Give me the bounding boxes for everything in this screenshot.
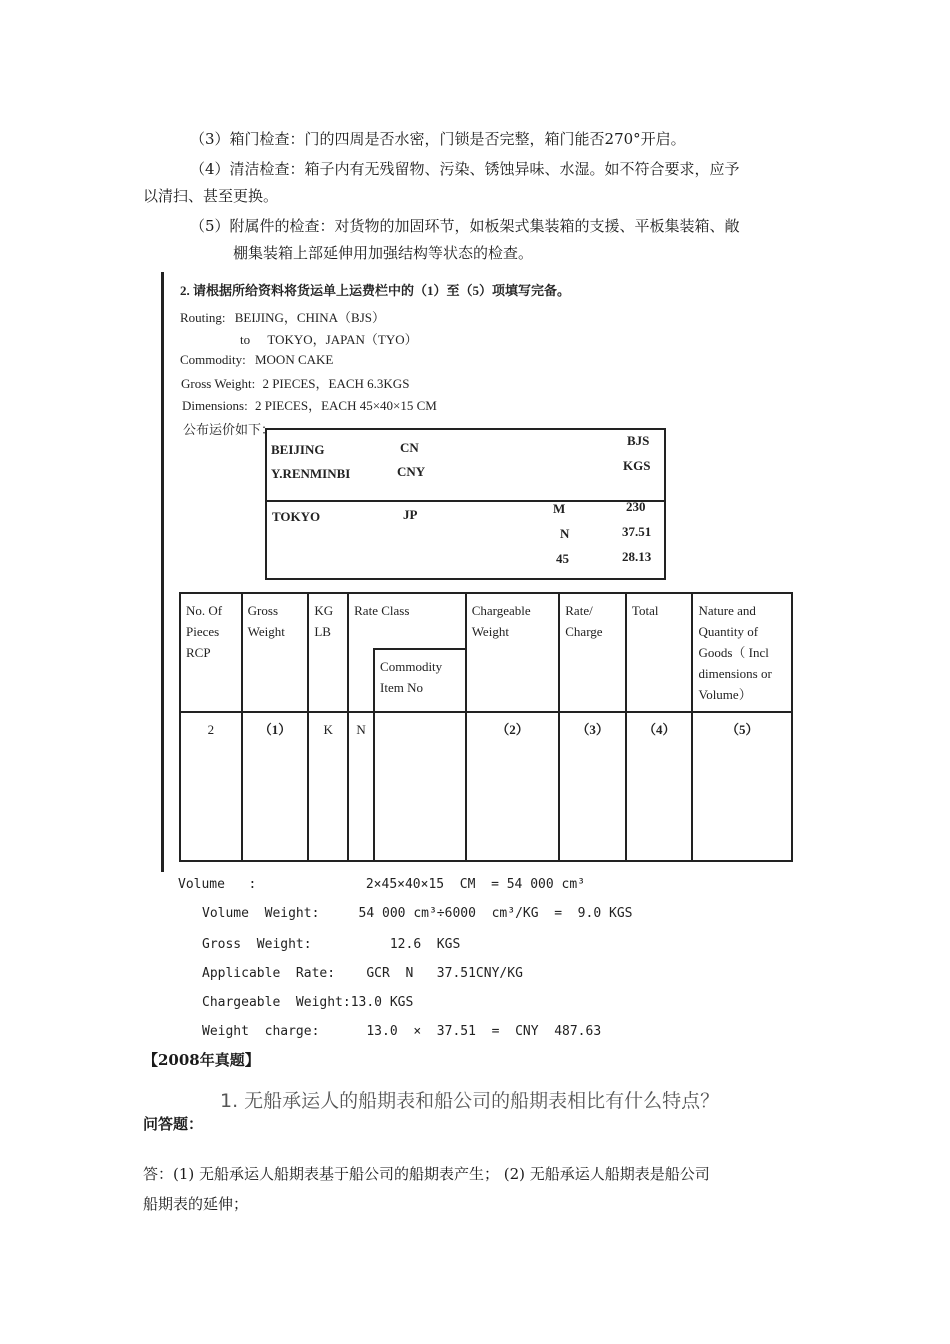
paragraph-accessories-check-line1: （5）附属件的检查：对货物的加固环节，如板架式集装箱的支援、平板集装箱、敞 [190,217,740,235]
dimensions-line [182,395,437,414]
rate-box-country: CN [400,440,419,455]
routing-line [180,307,385,326]
section-2008-heading: 【2008年真题】 [143,1051,260,1069]
rate-value-45: 28.13 [622,549,652,564]
paragraph-cleaning-check-line1: （4）清洁检查：箱子内有无残留物、污染、锈蚀异味、水湿。如不符合要求，应予 [190,160,740,178]
cell-nature-quantity: （5） [692,712,792,861]
header-chargeable-weight [466,593,560,712]
dimensions-value: 2 PIECES，EACH 45×40×15 CM [254,398,437,413]
rate-box-currency-code: CNY [397,464,426,479]
header-rate-class: Rate Class [348,593,466,649]
routing-to: TOKYO，JAPAN（TYO） [267,332,418,347]
rate-code-n: N [560,526,570,541]
cell-kg-lb: K [308,712,348,861]
rate-box-city-code: BJS [627,433,650,448]
answer-line1: 答：(1) 无船承运人船期表基于船公司的船期表产生； (2) 无船承运人船期表是船公司 [143,1165,710,1183]
routing-to-word: to [240,332,251,347]
header-lb: LB [314,624,331,639]
header-gross-line2: Weight [247,624,285,639]
routing-from: BEIJING，CHINA（BJS） [234,310,385,325]
dimensions-label: Dimensions: [182,398,248,413]
cell-total: （4） [626,712,693,861]
qa-label: 问答题： [143,1115,204,1133]
calc-gross-weight: Gross Weight: 12.6 KGS [202,937,461,952]
paragraph-cleaning-check-line2: 以清扫、甚至更换。 [143,187,279,205]
header-nature-line1: Nature and [698,603,756,618]
calc-volume-weight: Volume Weight: 54 000 cm³÷6000 cm³/KG = 9.0 KGS [202,906,633,921]
rate-box-unit: KGS [623,458,651,473]
header-nature-line4: dimensions or [698,666,772,681]
header-gross-line1: Gross [247,603,279,618]
header-pieces-line1: No. Of [186,603,223,618]
rate-code-m: M [553,501,566,516]
header-rate-charge [559,593,626,712]
paragraph-accessories-check-line2: 棚集装箱上部延伸用加强结构等状态的检查。 [233,244,534,262]
scan-left-edge [161,272,164,872]
header-rate-line1: Rate/ [565,603,593,618]
cell-chargeable-weight: （2） [466,712,560,861]
header-chargeable-line2: Weight [471,624,509,639]
header-chargeable-line1: Chargeable [471,603,531,618]
rate-box-divider [267,500,664,502]
cell-rate-charge: （3） [559,712,626,861]
commodity-label: Commodity: [180,352,246,367]
gross-weight-label: Gross Weight: [181,376,256,391]
rate-box-destination: TOKYO [272,509,321,524]
rates-intro: 公布运价如下： [183,422,275,437]
waybill-charges-table [179,592,793,862]
calc-applicable-rate: Applicable Rate: GCR N 37.51CNY/KG [202,966,523,981]
cell-gross-weight: （1） [242,712,309,861]
cell-commodity-item [374,712,466,861]
cell-pieces: 2 [180,712,242,861]
rate-code-45: 45 [556,551,569,566]
calc-volume: Volume : 2×45×40×15 CM = 54 000 cm³ [178,877,585,892]
header-commodity-item [374,649,466,712]
header-pieces-line2: Pieces [186,624,220,639]
header-commodity-line2: Item No [380,680,424,696]
header-pieces [180,593,242,712]
rate-box-currency: Y.RENMINBI [271,466,351,481]
routing-to-line [240,329,418,348]
header-nature-line3: Goods（ Incl [698,645,769,660]
header-rate-class-gap [348,649,374,712]
header-pieces-line3: RCP [186,645,211,660]
routing-label: Routing: [180,310,226,325]
answer-line2: 船期表的延伸； [143,1195,249,1213]
header-total: Total [626,593,693,712]
header-nature-line2: Quantity of [698,624,759,639]
rate-box-city: BEIJING [271,442,325,457]
cell-rate-class: N [348,712,374,861]
rate-box-destination-code: JP [403,507,418,522]
paragraph-door-check: （3）箱门检查：门的四周是否水密，门锁是否完整，箱门能否270°开启。 [190,130,686,148]
header-commodity-line1: Commodity [380,659,443,675]
calc-weight-charge: Weight charge: 13.0 × 37.51 = CNY 487.63 [202,1024,602,1039]
rate-value-m: 230 [626,499,646,514]
exercise-question: 2. 请根据所给资料将货运单上运费栏中的（1）至（5）项填写完备。 [180,283,571,298]
header-gross-weight [242,593,309,712]
commodity-line [180,352,333,368]
header-rate-line2: Charge [565,624,603,639]
header-kg-lb [308,593,348,712]
rate-box [265,428,666,580]
gross-weight-value: 2 PIECES，EACH 6.3KGS [262,376,410,391]
section-2008-question: 1. 无船承运人的船期表和船公司的船期表相比有什么特点？ [220,1090,720,1112]
rate-value-n: 37.51 [622,524,652,539]
header-kg: KG [314,603,334,618]
header-nature-quantity [692,593,792,712]
header-nature-line5: Volume） [698,687,752,702]
commodity-value: MOON CAKE [254,352,334,367]
gross-weight-line [181,373,409,392]
calc-chargeable-weight: Chargeable Weight:13.0 KGS [202,995,414,1010]
